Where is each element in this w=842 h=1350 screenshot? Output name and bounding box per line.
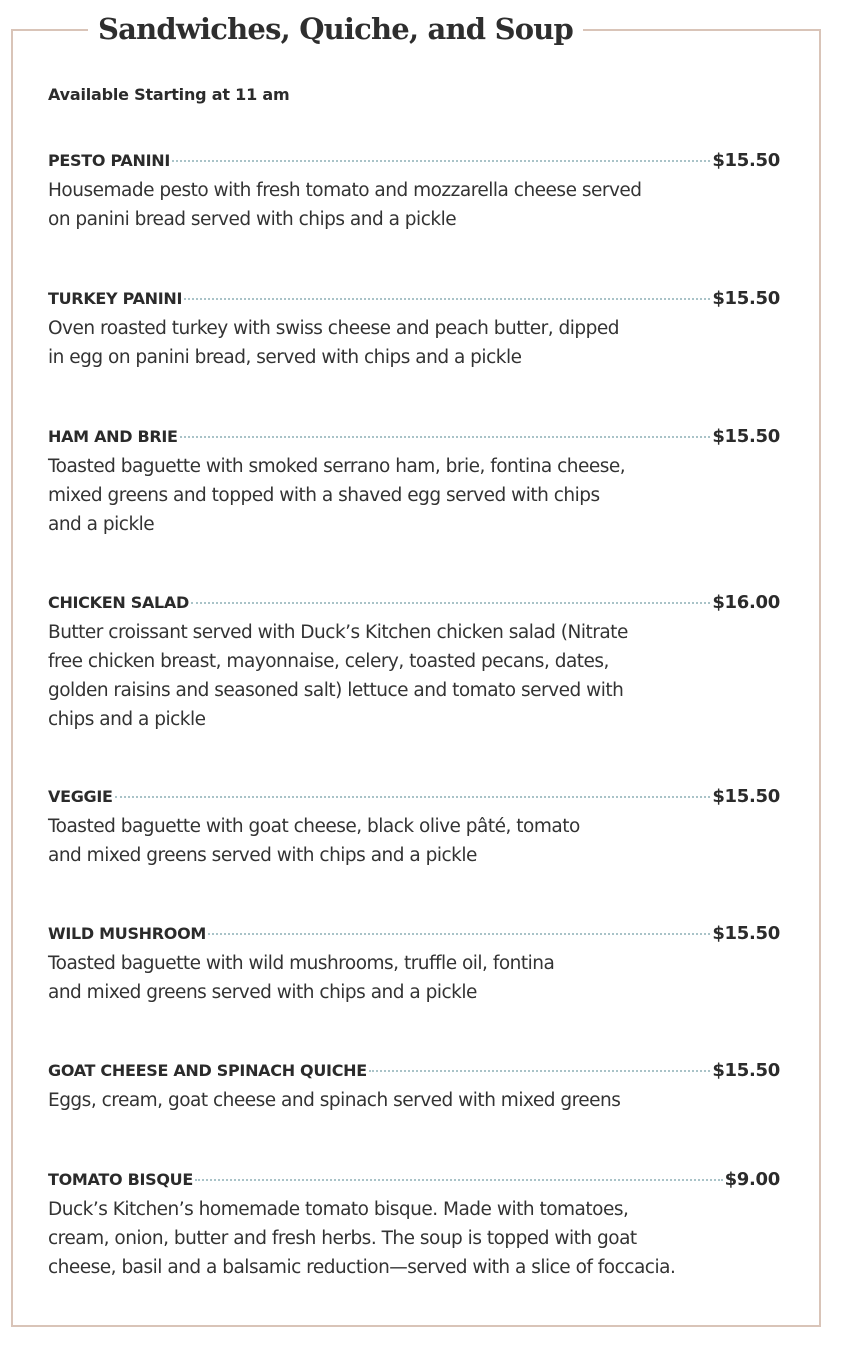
dot-leader	[369, 1070, 710, 1072]
item-header	[48, 923, 780, 949]
item-name: WILD MUSHROOM	[48, 924, 207, 943]
item-header	[48, 1169, 780, 1195]
menu-item-tomato-bisque	[48, 1169, 780, 1282]
item-price: $15.50	[712, 786, 780, 807]
menu-item-ham-and-brie	[48, 426, 780, 539]
menu-item-wild-mushroom	[48, 923, 780, 1007]
item-price: $15.50	[712, 150, 780, 171]
menu-item-pesto-panini	[48, 150, 780, 234]
desc-line: and mixed greens served with chips and a pickle	[48, 982, 477, 1003]
item-name: TURKEY PANINI	[48, 289, 183, 308]
desc-line: Housemade pesto with fresh tomato and mozzarella cheese served	[48, 180, 642, 201]
desc-line: Toasted baguette with smoked serrano ham, brie, fontina cheese,	[48, 456, 626, 477]
menu-item-goat-cheese-quiche	[48, 1060, 780, 1115]
item-price: $15.50	[712, 1060, 780, 1081]
desc-line: mixed greens and topped with a shaved egg served with chips	[48, 485, 600, 506]
dot-leader	[184, 298, 710, 300]
desc-line: chips and a pickle	[48, 709, 206, 730]
desc-line: Toasted baguette with goat cheese, black olive pâté, tomato	[48, 816, 580, 837]
desc-line: cheese, basil and a balsamic reduction—served with a slice of foccacia.	[48, 1257, 676, 1278]
desc-line: on panini bread served with chips and a pickle	[48, 209, 457, 230]
item-header	[48, 150, 780, 176]
item-header	[48, 1060, 780, 1086]
item-price: $15.50	[712, 923, 780, 944]
desc-line: free chicken breast, mayonnaise, celery, toasted pecans, dates,	[48, 651, 609, 672]
item-description	[48, 1086, 780, 1115]
item-description	[48, 176, 780, 234]
desc-line: Butter croissant served with Duck’s Kitchen chicken salad (Nitrate	[48, 622, 628, 643]
desc-line: golden raisins and seasoned salt) lettuce and tomato served with	[48, 680, 624, 701]
item-description	[48, 949, 780, 1007]
desc-line: Duck’s Kitchen’s homemade tomato bisque. Made with tomatoes,	[48, 1199, 629, 1220]
desc-line: Eggs, cream, goat cheese and spinach served with mixed greens	[48, 1090, 621, 1111]
item-name: PESTO PANINI	[48, 151, 170, 170]
item-header	[48, 288, 780, 314]
desc-line: Toasted baguette with wild mushrooms, truffle oil, fontina	[48, 953, 555, 974]
item-description	[48, 812, 780, 870]
section-title-wrap	[88, 8, 583, 50]
item-description	[48, 452, 780, 539]
menu-item-chicken-salad	[48, 592, 780, 734]
item-name: GOAT CHEESE AND SPINACH QUICHE	[48, 1061, 367, 1080]
desc-line: Oven roasted turkey with swiss cheese and peach butter, dipped	[48, 318, 619, 339]
desc-line: and a pickle	[48, 514, 155, 535]
item-header	[48, 426, 780, 452]
menu-item-veggie	[48, 786, 780, 870]
item-price: $9.00	[724, 1169, 780, 1190]
item-header	[48, 592, 780, 618]
desc-line: in egg on panini bread, served with chips and a pickle	[48, 347, 522, 368]
menu-item-turkey-panini	[48, 288, 780, 372]
item-description	[48, 1195, 780, 1282]
item-price: $15.50	[712, 288, 780, 309]
section-title: Sandwiches, Quiche, and Soup	[98, 12, 574, 46]
availability-note: Available Starting at 11 am	[48, 85, 290, 104]
desc-line: cream, onion, butter and fresh herbs. The soup is topped with goat	[48, 1228, 637, 1249]
item-header	[48, 786, 780, 812]
item-price: $16.00	[712, 592, 780, 613]
desc-line: and mixed greens served with chips and a pickle	[48, 845, 477, 866]
item-name: TOMATO BISQUE	[48, 1170, 193, 1189]
item-name: VEGGIE	[48, 787, 113, 806]
item-name: CHICKEN SALAD	[48, 593, 189, 612]
dot-leader	[195, 1179, 723, 1181]
item-description	[48, 618, 780, 734]
item-description	[48, 314, 780, 372]
dot-leader	[180, 436, 711, 438]
dot-leader	[208, 933, 710, 935]
item-price: $15.50	[712, 426, 780, 447]
dot-leader	[191, 602, 710, 604]
dot-leader	[172, 160, 710, 162]
dot-leader	[115, 796, 711, 798]
item-name: HAM AND BRIE	[48, 427, 178, 446]
